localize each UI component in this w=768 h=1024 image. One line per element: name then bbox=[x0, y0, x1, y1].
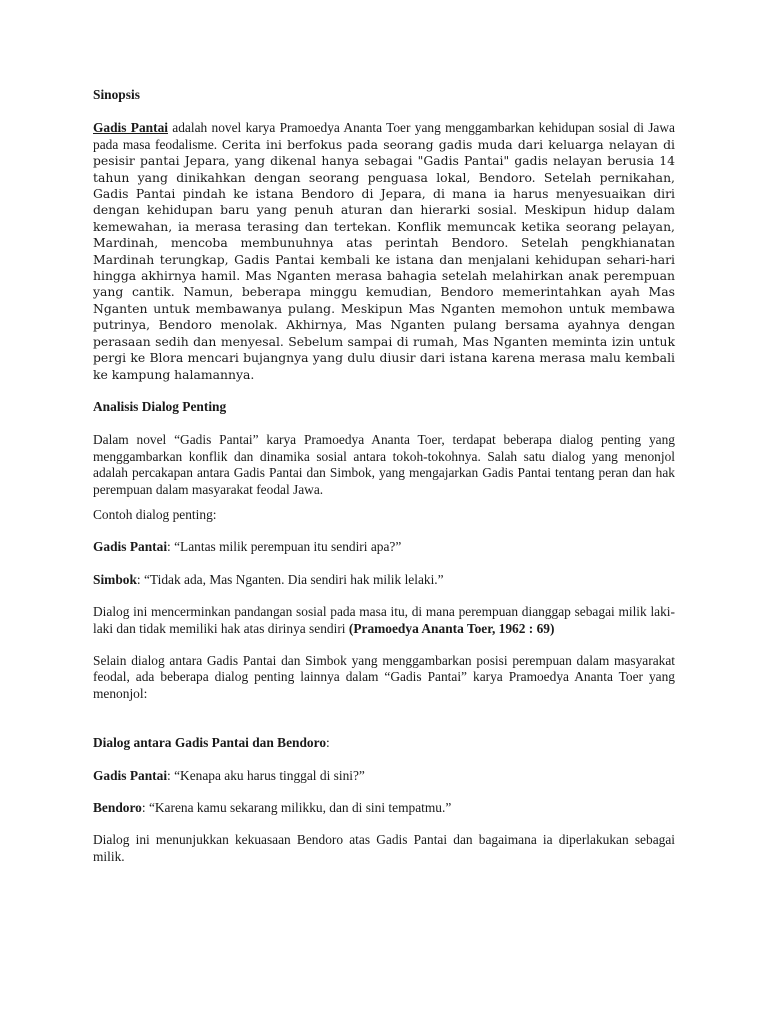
dialog-line-simbok bbox=[93, 572, 675, 588]
line-gadis: : “Lantas milik perempuan itu sendiri apa?” bbox=[167, 539, 402, 555]
dialog-line-gadis-2 bbox=[93, 768, 675, 784]
document-page bbox=[93, 87, 675, 865]
sinopsis-text-1: adalah novel karya Pramoedya Ananta Toer yang menggambarkan kehidupan sosial di Jawa pada masa feodalisme. bbox=[93, 120, 675, 152]
dialog-line-gadis bbox=[93, 539, 675, 555]
sinopsis-text-2: Cerita ini berfokus pada seorang gadis muda dari keluarga nelayan di pesisir pantai Jepara, yang dikenal hanya sebagai "Gadis Pantai" gadis nelayan berusia 14 tahun yang dinikahkan dengan seorang penguasa lokal, Bendoro. Setelah pernikahan, Gadis Pantai pindah ke istana Bendoro di Jepara, di mana ia harus menyesuaikan diri dengan kehidupan baru yang penuh aturan dan hierarki sosial. Meskipun hidup dalam kemewahan, ia merasa terasing dan tertekan. Konflik memuncak ketika seorang pelayan, Mardinah, mencoba membunuhnya atas perintah Bendoro. Setelah pengkhianatan Mardinah terungkap, Gadis Pantai kembali ke istana dan menjalani kehidupan sehari-hari hingga akhirnya hamil. Mas Nganten merasa bahagia setelah melahirkan anak perempuan yang cantik. Namun, beberapa minggu kemudian, Bendoro memerintahkan ayah Mas Nganten untuk membawanya pulang. Meskipun Mas Nganten memohon untuk membawa putrinya, Bendoro menolak. Akhirnya, Mas Nganten pulang bersama ayahnya dengan perasaan sedih dan menyesal. Sebelum sampai di rumah, Mas Nganten meminta izin untuk pergi ke Blora mencari bujangnya yang dulu diusir dari istana karena merasa malu kembali ke kampung halamannya. bbox=[93, 136, 675, 382]
line-simbok: : “Tidak ada, Mas Nganten. Dia sendiri hak milik lelaki.” bbox=[136, 571, 444, 587]
citation: (Pramoedya Ananta Toer, 1962 : 69) bbox=[348, 620, 555, 636]
analisis-heading: Analisis Dialog Penting bbox=[93, 398, 227, 414]
speaker-gadis-2: Gadis Pantai bbox=[93, 767, 168, 783]
dialog-line-bendoro bbox=[93, 800, 675, 816]
line-bendoro: : “Karena kamu sekarang milikku, dan di sini tempatmu.” bbox=[141, 800, 452, 815]
transition-paragraph: Selain dialog antara Gadis Pantai dan Simbok yang menggambarkan posisi perempuan dalam masyarakat feodal, ada beberapa dialog penting lainnya dalam “Gadis Pantai” karya Pramoedya Ananta Toer yang menonjol: bbox=[93, 652, 675, 701]
speaker-simbok: Simbok bbox=[93, 571, 137, 587]
bendoro-heading-colon: : bbox=[326, 735, 330, 751]
reflection-text: Dialog ini mencerminkan pandangan sosial pada masa itu, di mana perempuan dianggap sebagai milik laki-laki dan tidak memiliki hak atas dirinya sendiri bbox=[93, 604, 675, 636]
analisis-intro: Dalam novel “Gadis Pantai” karya Pramoedya Ananta Toer, terdapat beberapa dialog penting yang menggambarkan konflik dan dinamika sosial antara tokoh-tokohnya. Salah satu dialog yang menonjol adalah percakapan antara Gadis Pantai dan Simbok, yang mengajarkan Gadis Pantai tentang peran dan hak perempuan dalam masyarakat feodal Jawa. bbox=[93, 432, 675, 497]
sinopsis-paragraph bbox=[93, 120, 675, 383]
bendoro-heading bbox=[93, 735, 675, 751]
bendoro-heading-text: Dialog antara Gadis Pantai dan Bendoro bbox=[93, 735, 327, 751]
line-gadis-2: : “Kenapa aku harus tinggal di sini?” bbox=[167, 767, 365, 783]
conclusion-paragraph: Dialog ini menunjukkan kekuasaan Bendoro atas Gadis Pantai dan bagaimana ia diperlakukan sebagai milik. bbox=[93, 832, 675, 864]
novel-title: Gadis Pantai bbox=[93, 120, 168, 136]
sinopsis-heading: Sinopsis bbox=[93, 87, 140, 102]
speaker-bendoro: Bendoro bbox=[93, 800, 142, 815]
reflection-paragraph bbox=[93, 604, 675, 637]
speaker-gadis: Gadis Pantai bbox=[93, 539, 168, 555]
contoh-label: Contoh dialog penting: bbox=[93, 506, 217, 522]
